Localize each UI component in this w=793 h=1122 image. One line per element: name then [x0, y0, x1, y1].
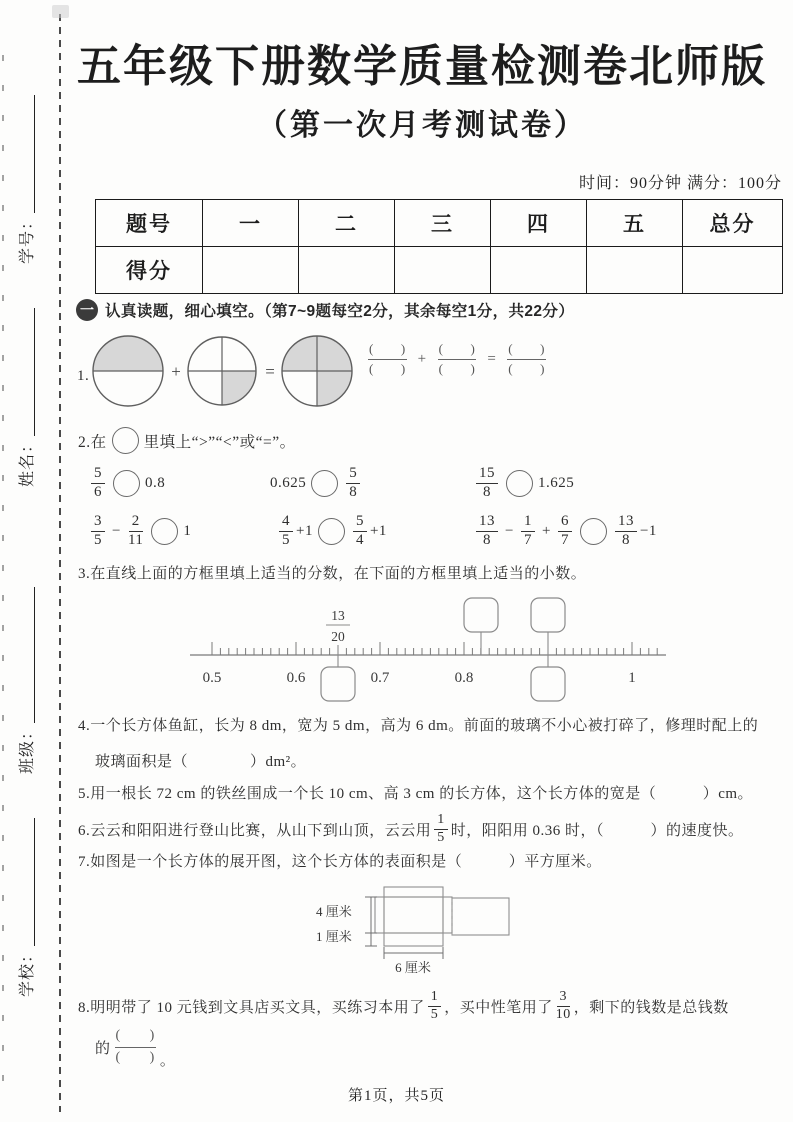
time-score-info: 时间：90分钟 满分：100分 [578, 175, 782, 192]
school-line [18, 818, 35, 946]
dimension-lines [365, 897, 443, 959]
blank-fraction: ( ) ( ) [508, 341, 545, 376]
q1-circle-diagram [92, 333, 377, 425]
student-id-label: 学号： [19, 212, 36, 264]
score-header: 得分 [96, 247, 203, 294]
col-two: 二 [299, 200, 395, 247]
page-edge-dashed-line [2, 55, 4, 1105]
page-number: 第1页，共5页 [347, 1088, 445, 1104]
fraction: $\frac{5}{8}$ [346, 466, 360, 501]
answer-box-decimal [531, 667, 565, 701]
answer-circle [506, 470, 533, 497]
score-cell [683, 247, 783, 294]
q8-de: 的 [95, 1040, 111, 1057]
number-line-diagram [150, 592, 710, 710]
equals-sign: = [487, 350, 497, 367]
axis-label: 0.7 [370, 670, 390, 686]
school-label: 学校： [19, 945, 36, 997]
col-total: 总分 [683, 200, 783, 247]
student-id-line [18, 95, 35, 213]
answer-circle [580, 518, 607, 545]
q2-compare-3 [473, 461, 574, 505]
col-one: 一 [203, 200, 299, 247]
q7-text: 7.如图是一个长方体的展开图，这个长方体的表面积是（ ）平方厘米。 [78, 854, 602, 870]
school-field [14, 818, 37, 997]
q2-c4-right: 1 [183, 522, 192, 539]
q2-c5-t2: +1 [369, 522, 387, 539]
name-line [18, 308, 35, 436]
circle-three-quarter-shaded [282, 336, 352, 406]
class-line [18, 587, 35, 723]
blank-fraction: ( ) ( ) [115, 1028, 155, 1065]
q8-after: ，剩下的钱数是总钱数 [573, 999, 729, 1016]
q2-c5-t1: +1 [296, 522, 313, 539]
q2-c1-right: 0.8 [145, 474, 166, 491]
circle-half-shaded [93, 336, 163, 406]
q5-text: 5.用一根长 72 cm 的铁丝围成一个长 10 cm、高 3 cm 的长方体，这个长方体的宽是（ ）cm。 [78, 786, 754, 802]
q6-after: 时，阳阳用 0.36 时，（ ）的速度快。 [450, 822, 744, 839]
q2-compare-5 [276, 509, 387, 553]
score-cell [299, 247, 395, 294]
flap-dimension-label: 1 厘米 [316, 929, 352, 944]
col-five: 五 [587, 200, 683, 247]
fraction: $\frac{3}{10}$ [555, 988, 571, 1022]
score-table-header-row [96, 200, 783, 247]
q2-compare-4 [88, 509, 191, 553]
circle-quarter-shaded [188, 337, 256, 405]
q2-compare-1 [88, 461, 165, 505]
fraction: $\frac{3}{5}$ [91, 514, 105, 549]
seal-dashed-line [59, 14, 61, 1112]
q8-mid: ，买中性笔用了 [444, 999, 553, 1016]
plus-sign: + [417, 350, 427, 367]
paper-title: 五年级下册数学质量检测卷北师版 [77, 42, 767, 91]
height-dimension-label: 4 厘米 [316, 904, 352, 919]
minus-sign: − [505, 522, 514, 539]
blank-fraction: ( ) ( ) [369, 341, 406, 376]
answer-circle [113, 470, 140, 497]
section-one-header [76, 299, 574, 321]
answer-box-fraction [531, 598, 565, 632]
col-three: 三 [395, 200, 491, 247]
q2-compare-2 [270, 461, 363, 505]
net-faces [375, 887, 509, 946]
section-one-title: 认真读题，细心填空。（第7~9题每空2分，其余每空1分，共22分） [105, 303, 575, 320]
q8-before: 8.明明带了 10 元钱到文具店买文具，买练习本用了 [78, 999, 425, 1016]
fraction: $\frac{13}{8}$ [615, 514, 637, 549]
col-four: 四 [491, 200, 587, 247]
axis-label: 1 [628, 670, 636, 686]
fraction: $\frac{2}{11}$ [127, 512, 144, 548]
plus-sign: + [541, 522, 551, 539]
answer-circle [311, 470, 338, 497]
axis-label: 0.8 [454, 670, 474, 686]
score-table-score-row [96, 247, 783, 294]
number-line-ticks [212, 642, 657, 655]
q8-period: 。 [159, 1053, 176, 1069]
given-fraction-13-20 [326, 608, 350, 644]
q2-intro [78, 427, 296, 454]
score-cell [395, 247, 491, 294]
q8-text-line1 [78, 983, 729, 1029]
q8-text-line2 [95, 1024, 175, 1070]
q1-equals-sign: = [265, 362, 275, 381]
q4-text-line1: 4.一个长方体鱼缸，长为 8 dm，宽为 5 dm，高为 6 dm。前面的玻璃不小心被打碎了，修理时配上的 [78, 718, 759, 734]
score-table [95, 199, 783, 294]
q1-blank-equation [364, 342, 550, 377]
answer-circle [112, 427, 139, 454]
q2-c3-right: 1.625 [538, 474, 575, 491]
fraction: $\frac{6}{7}$ [558, 514, 572, 549]
q6-text [78, 808, 744, 850]
answer-box-decimal [321, 667, 355, 701]
q2-intro-after: 里填上“>”“<”或“=”。 [143, 433, 296, 451]
q6-before: 6.云云和阳阳进行登山比赛，从山下到山顶，云云用 [78, 822, 432, 839]
score-cell [587, 247, 683, 294]
axis-label: 0.6 [286, 670, 306, 686]
fraction: $\frac{5}{4}$ [353, 514, 367, 549]
name-label: 姓名： [19, 435, 36, 487]
fraction: $\frac{1}{5}$ [434, 813, 448, 845]
class-label: 班级： [19, 722, 36, 774]
fraction: $\frac{1}{5}$ [428, 990, 442, 1022]
fraction: $\frac{15}{8}$ [476, 466, 498, 501]
q2-c2-left: 0.625 [270, 474, 307, 491]
name-field [14, 308, 37, 487]
axis-label: 0.5 [202, 670, 222, 686]
fraction: $\frac{1}{7}$ [521, 514, 535, 549]
svg-text:20: 20 [331, 629, 345, 644]
q2-intro-before: 2.在 [78, 433, 107, 451]
fraction: $\frac{5}{6}$ [91, 466, 105, 501]
student-id-field [14, 95, 37, 264]
blank-fraction: ( ) ( ) [438, 341, 476, 376]
answer-circle [151, 518, 178, 545]
q4-text-line2: 玻璃面积是（ ）dm²。 [95, 754, 307, 770]
svg-text:13: 13 [331, 608, 345, 623]
answer-box-fraction [464, 598, 498, 632]
class-field [14, 587, 37, 774]
q3-text: 3.在直线上面的方框里填上适当的分数，在下面的方框里填上适当的小数。 [78, 566, 587, 582]
question-number-header: 题号 [96, 200, 203, 247]
section-one-badge: 一 [76, 299, 98, 321]
answer-circle [318, 518, 345, 545]
minus-sign: − [112, 522, 121, 539]
score-cell [203, 247, 299, 294]
scan-smudge [52, 5, 69, 18]
q2-c6-rt: −1 [639, 522, 657, 539]
q1-number: 1. [77, 368, 90, 384]
q1-plus-sign: + [171, 362, 181, 381]
score-cell [491, 247, 587, 294]
fraction: $\frac{13}{8}$ [476, 514, 498, 549]
box-net-diagram [300, 876, 590, 980]
paper-subtitle: （第一次月考测试卷） [257, 109, 587, 142]
q2-compare-6 [473, 509, 657, 553]
fraction: $\frac{4}{5}$ [279, 514, 293, 549]
width-dimension-label: 6 厘米 [395, 960, 431, 975]
